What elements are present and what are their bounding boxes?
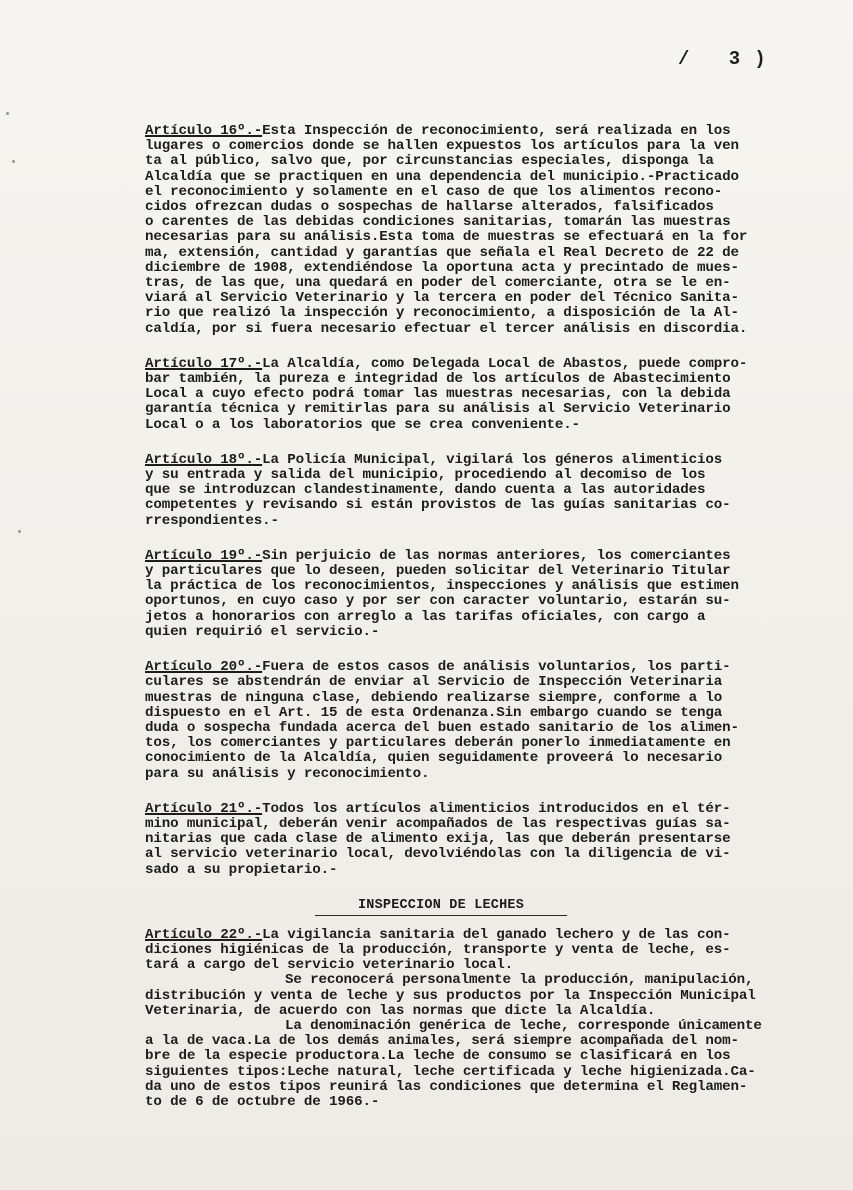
article-line: Artículo 20º.-Fuera de estos casos de análisis voluntarios, los parti- [145, 660, 731, 676]
page-number: / 3) [678, 48, 780, 70]
article-line: la práctica de los reconocimientos, inspecciones y análisis que estimen [145, 579, 739, 595]
paper-speck [6, 112, 9, 115]
section-title: INSPECCION DE LECHES [315, 898, 567, 916]
article-line: tos, los comerciantes y particulares deberán ponerlo inmediatamente en [145, 736, 731, 752]
article-line: to de 6 de octubre de 1966.- [145, 1094, 380, 1110]
article-line: a la de vaca.La de los demás animales, será siempre acompañada del nom- [145, 1034, 739, 1050]
article-line: Veterinaria, de acuerdo con las normas que dicte la Alcaldía. [145, 1003, 656, 1019]
article-line: necesarias para su análisis.Esta toma de muestras se efectuará en la for [145, 230, 748, 246]
article-line: oportunos, en cuyo caso y por ser con caracter voluntario, estarán su- [145, 594, 731, 610]
document-body [145, 124, 853, 1130]
article-line: que se introduzcan clandestinamente, dando cuenta a las autoridades [145, 483, 706, 499]
article-line: caldía, por si fuera necesario efectuar el tercer análisis en discordia. [145, 321, 748, 337]
article-18 [145, 453, 853, 529]
article-line: y particulares que lo deseen, pueden solicitar del Veterinario Titular [145, 564, 731, 580]
article-line: rio que realizó la inspección y reconocimiento, a disposición de la Al- [145, 306, 739, 322]
article-line: mino municipal, deberán venir acompañados de las respectivas guías sa- [145, 816, 731, 832]
article-line: bre de la especie productora.La leche de consumo se clasificará en los [145, 1049, 731, 1065]
article-line: garantía técnica y remitirlas para su análisis al Servicio Veterinario [145, 402, 731, 418]
article-line: Local a cuyo efecto podrá tomar las muestras necesarias, con la debida [145, 387, 731, 403]
article-line: diciembre de 1908, extendiéndose la oportuna acta y precintado de mues- [145, 260, 739, 276]
paper-speck [12, 160, 15, 163]
article-line: para su análisis y reconocimiento. [145, 766, 430, 782]
article-22 [145, 928, 853, 1110]
article-line: quien requirió el servicio.- [145, 624, 380, 640]
article-19 [145, 549, 853, 640]
article-line: dispuesto en el Art. 15 de esta Ordenanza.Sin embargo cuando se tenga [145, 705, 723, 721]
article-line: bar también, la pureza e integridad de los artículos de Abastecimiento [145, 372, 731, 388]
article-line: Artículo 18º.-La Policía Municipal, vigilará los géneros alimenticios [145, 452, 723, 468]
article-line: Local o a los laboratorios que se crea conveniente.- [145, 417, 580, 433]
article-line: lugares o comercios donde se hallen expuestos los artículos para la ven [145, 139, 739, 155]
article-line: y su entrada y salida del municipio, procediendo al decomiso de los [145, 468, 706, 484]
article-line: o carentes de las debidas condiciones sanitarias, tomarán las muestras [145, 215, 731, 231]
article-heading: Artículo 16º.- [145, 124, 263, 139]
article-line: Artículo 19º.-Sin perjuicio de las normas anteriores, los comerciantes [145, 548, 731, 564]
article-16 [145, 124, 853, 337]
article-17 [145, 357, 853, 433]
article-heading: Artículo 21º.- [145, 801, 263, 817]
article-line: nitarias que cada clase de alimento exija, las que deberán presentarse [145, 832, 731, 848]
article-line: La denominación genérica de leche, corresponde únicamente [285, 1018, 762, 1034]
article-line: da uno de estos tipos reunirá las condiciones que determina el Reglamen- [145, 1079, 748, 1095]
paper-speck [18, 530, 21, 533]
article-line: culares se abstendrán de enviar al Servicio de Inspección Veterinaria [145, 675, 723, 691]
article-line: cidos ofrezcan dudas o sospechas de hallarse alterados, falsificados [145, 200, 714, 216]
article-20 [145, 660, 853, 782]
article-heading: Artículo 18º.- [145, 452, 263, 468]
article-heading: Artículo 17º.- [145, 356, 263, 372]
article-line: tras, de las que, una quedará en poder del comerciante, otra se le en- [145, 276, 731, 292]
article-heading: Artículo 19º.- [145, 548, 263, 564]
article-line: jetos a honorarios con arreglo a las tarifas oficiales, con cargo a [145, 609, 706, 625]
article-heading: Artículo 20º.- [145, 660, 263, 676]
article-line: distribución y venta de leche y sus productos por la Inspección Municipal [145, 988, 756, 1004]
article-line: el reconocimiento y solamente en el caso de que los alimentos recono- [145, 184, 723, 200]
article-line: al servicio veterinario local, devolviéndolas con la diligencia de vi- [145, 847, 731, 863]
article-line: ma, extensión, cantidad y garantías que señala el Real Decreto de 22 de [145, 245, 739, 261]
article-line: Se reconocerá personalmente la producción, manipulación, [285, 973, 754, 989]
article-line: diciones higiénicas de la producción, transporte y venta de leche, es- [145, 942, 731, 958]
article-line: sado a su propietario.- [145, 862, 338, 878]
article-heading: Artículo 22º.- [145, 927, 263, 943]
article-line: siguientes tipos:Leche natural, leche certificada y leche higienizada.Ca- [145, 1064, 756, 1080]
article-line: duda o sospecha fundada acerca del buen estado sanitario de los alimen- [145, 720, 739, 736]
article-line: rrespondientes.- [145, 513, 279, 529]
article-line: Artículo 22º.-La vigilancia sanitaria del ganado lechero y de las con- [145, 927, 731, 943]
article-line: ta al público, salvo que, por circunstancias especiales, disponga la [145, 154, 714, 170]
article-line: Alcaldía que se practiquen en una dependencia del municipio.-Practicado [145, 169, 739, 185]
article-line: conocimiento de la Alcaldía, quien seguidamente proveerá lo necesario [145, 751, 723, 767]
article-line: Artículo 21º.-Todos los artículos alimenticios introducidos en el tér- [145, 801, 731, 817]
article-line: Artículo 16º.-Esta Inspección de reconocimiento, será realizada en los [145, 124, 731, 139]
article-21 [145, 802, 853, 878]
article-line: viará al Servicio Veterinario y la tercera en poder del Técnico Sanita- [145, 291, 739, 307]
article-line: Artículo 17º.-La Alcaldía, como Delegada Local de Abastos, puede compro- [145, 356, 748, 372]
article-line: tará a cargo del servicio veterinario local. [145, 958, 514, 974]
article-line: competentes y revisando si están provistos de las guías sanitarias co- [145, 498, 731, 514]
article-line: muestras de ninguna clase, debiendo realizarse siempre, conforme a lo [145, 690, 723, 706]
